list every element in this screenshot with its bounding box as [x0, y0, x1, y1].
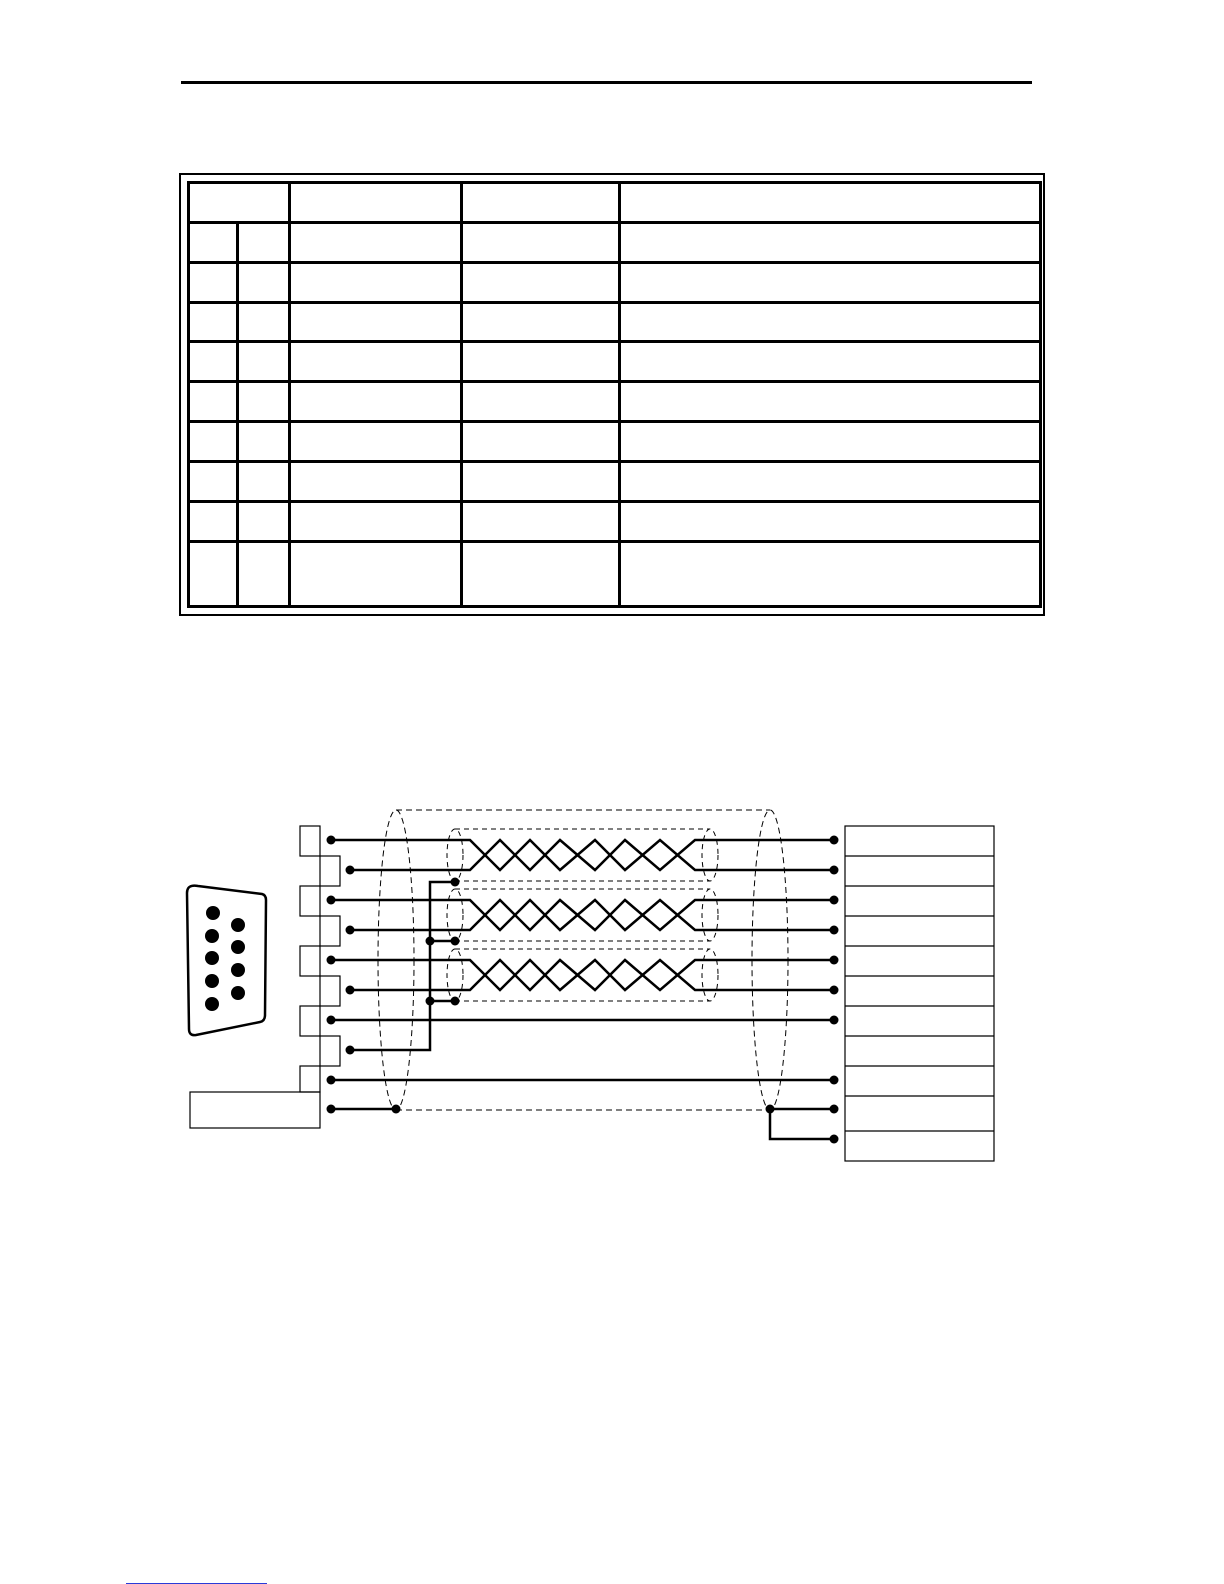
db9-pin: [206, 906, 220, 920]
db9-pin: [231, 963, 245, 977]
db9-connector-icon: [187, 886, 266, 1035]
db9-pin: [205, 929, 219, 943]
db9-pin: [205, 997, 219, 1011]
db9-pin: [231, 986, 245, 1000]
db9-pin: [231, 918, 245, 932]
db9-pin: [205, 951, 219, 965]
db9-pin: [205, 974, 219, 988]
right-terminal-block: [845, 826, 994, 1161]
shield-terminal-box: [190, 1092, 320, 1128]
wires: [331, 840, 834, 1139]
db9-pin: [231, 940, 245, 954]
